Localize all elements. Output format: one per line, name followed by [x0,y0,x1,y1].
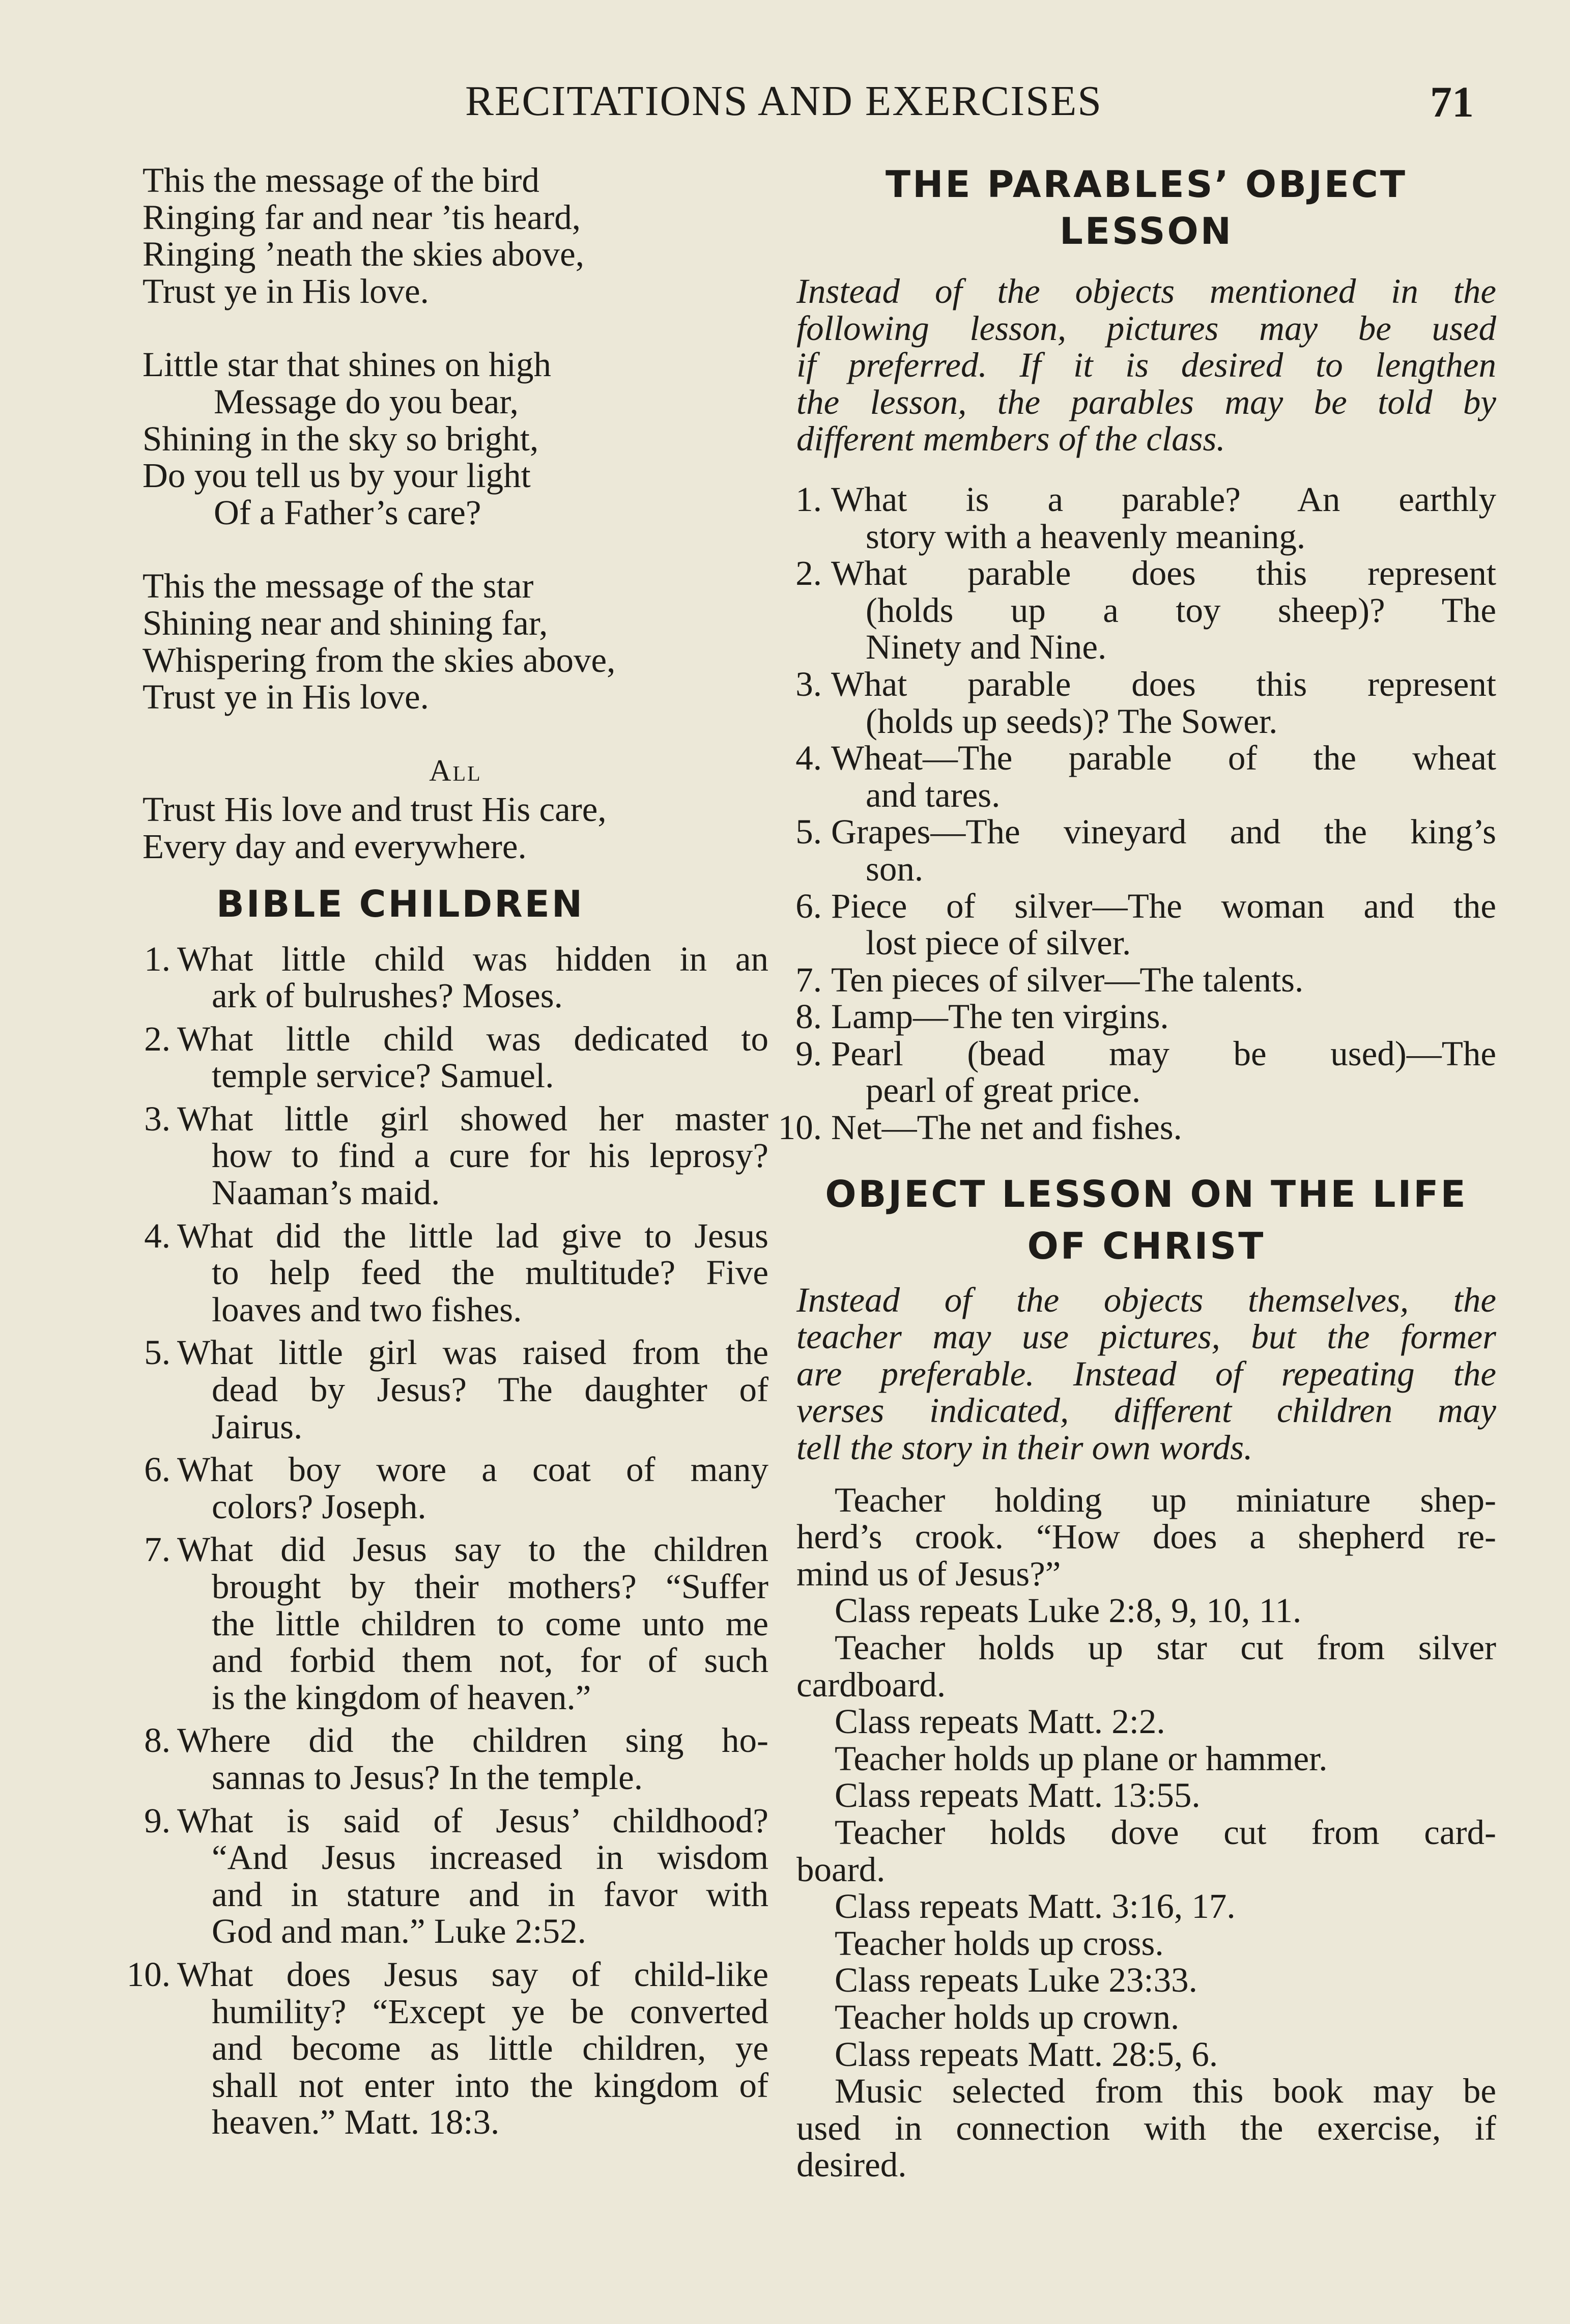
item-text [831,1035,1496,1109]
text-line: (holds up a toy sheep)? The [866,590,1496,630]
item-text [831,961,1496,999]
text-line: Teacher holds up cross. [835,1923,1164,1963]
exercise-paragraph [796,2036,1496,2073]
poem-line: Every day and everywhere. [142,827,527,866]
bible-question [142,941,768,1014]
item-text [831,666,1496,740]
text-line: brought by their mothers? “Suffer [212,1567,768,1606]
text-line: Class repeats Luke 23:33. [835,1961,1197,2000]
text-line: to help feed the multitude? Five [212,1253,768,1292]
text-line: Lamp—The ten virgins. [831,997,1169,1036]
bible-children-heading: BIBLE CHILDREN [216,882,585,925]
text-line: What did the little lad give to Jesus [177,1216,768,1255]
parables-heading-line-1: THE PARABLES’ OBJECT [886,163,1407,206]
item-text [831,740,1496,813]
exercise-paragraph [796,1777,1496,1814]
parable-item [796,555,1496,666]
running-title: RECITATIONS AND EXERCISES [465,77,1102,125]
text-line: how to find a cure for his leprosy? [212,1136,768,1175]
item-number: 8. [795,997,822,1036]
text-line: Grapes—The vineyard and the king’s [831,812,1496,852]
item-text [177,1334,768,1445]
item-number: 4. [795,739,822,778]
poem-line: Of a Father’s care? [214,493,481,532]
text-line: What parable does this represent [831,554,1496,593]
poem-line: Do you tell us by your light [142,456,531,495]
text-line: What little child was hidden in an [177,939,768,978]
parable-item [796,998,1496,1035]
poem-line: Ringing ’neath the skies above, [142,235,585,274]
note-line: if preferred. If it is desired to lengthen [796,346,1496,385]
text-line: dead by Jesus? The daughter of [212,1370,768,1409]
text-line: mind us of Jesus?” [796,1554,1061,1593]
parable-item [796,813,1496,887]
page-number: 71 [1430,77,1474,126]
item-number: 6. [144,1450,170,1489]
text-line: desired. [796,2145,907,2185]
text-line: the little children to come unto me [212,1604,768,1643]
item-number: 1. [144,939,170,978]
parable-item [796,961,1496,999]
item-text [831,888,1496,961]
text-line: cardboard. [796,1665,946,1704]
parable-item [778,1108,1496,1147]
text-line: and become as little children, ye [212,2029,768,2068]
text-line: God and man.” Luke 2:52. [212,1912,586,1951]
bible-question [142,1531,768,1716]
text-line: pearl of great price. [866,1071,1141,1110]
life-note [796,1282,1496,1466]
item-text [831,1109,1496,1146]
item-number: 7. [795,960,822,999]
parable-item [796,888,1496,961]
text-line: What little girl was raised from the [177,1333,768,1372]
parables-note [796,273,1496,458]
poem-line: Little star that shines on high [142,345,551,384]
text-line: shall not enter into the kingdom of [212,2065,768,2105]
text-line: Jairus. [212,1407,303,1446]
item-number: 2. [795,554,822,593]
left-column [126,161,768,2147]
poem-line: Ringing far and near ’tis heard, [142,197,581,237]
poem-line: Trust His love and trust His care, [142,790,607,829]
text-line: Class repeats Matt. 13:55. [835,1776,1201,1815]
poem-line: Trust ye in His love. [142,271,429,310]
exercise-paragraph [796,1925,1496,1962]
parables-list [778,479,1496,1147]
exercise-paragraph [796,1962,1496,1999]
text-line: story with a heavenly meaning. [866,517,1306,556]
item-text [177,1802,768,1950]
poem-stanza-2 [142,346,768,531]
note-line: verses indicated, different children may [796,1391,1496,1430]
item-number: 10. [126,1954,170,1994]
parable-item [796,481,1496,555]
text-line: heaven.” Matt. 18:3. [212,2103,500,2142]
exercise-paragraph [796,1740,1496,1777]
item-number: 2. [144,1019,170,1058]
text-line: Pearl (bead may be used)—The [831,1034,1496,1073]
bible-question [142,1334,768,1445]
text-line: Class repeats Matt. 28:5, 6. [835,2034,1218,2074]
life-heading-line-2: OF CHRIST [1027,1224,1266,1267]
text-line: is the kingdom of heaven.” [212,1678,591,1717]
life-heading-line-1: OBJECT LESSON ON THE LIFE [825,1172,1468,1215]
text-line: used in connection with the exercise, if [796,2108,1496,2147]
exercise-paragraph [796,1888,1496,1925]
text-line: (holds up seeds)? The Sower. [866,701,1278,741]
poem-line: Message do you bear, [214,382,519,421]
text-line: Net—The net and fishes. [831,1108,1182,1147]
item-text [831,555,1496,666]
text-line: Where did the children sing ho- [177,1721,768,1760]
item-number: 7. [144,1530,170,1569]
text-line: What little child was dedicated to [177,1019,768,1058]
item-number: 8. [144,1721,170,1760]
bible-question [142,1451,768,1525]
item-text [177,1451,768,1525]
poem-stanza-all [142,791,768,865]
text-line: and forbid them not, for of such [212,1641,768,1680]
text-line: Ten pieces of silver—The talents. [831,960,1304,999]
text-line: What boy wore a coat of many [177,1450,768,1489]
poem-line: This the message of the bird [142,161,539,200]
exercise-paragraph [796,1629,1496,1703]
poem-line: Shining near and shining far, [142,603,548,642]
note-line: following lesson, pictures may be used [796,308,1496,348]
text-line: What did Jesus say to the children [177,1530,768,1569]
parable-item [796,740,1496,813]
life-exercise [796,1482,1496,2184]
item-text [177,1217,768,1328]
text-line: Teacher holding up miniature shep- [835,1480,1496,1519]
bible-question [142,1217,768,1328]
item-text [177,1956,768,2141]
note-line: are preferable. Instead of repeating the [796,1354,1496,1393]
exercise-paragraph [796,2073,1496,2184]
poem-line: This the message of the star [142,566,534,606]
item-text [177,941,768,1014]
text-line: Wheat—The parable of the wheat [831,739,1496,778]
item-number: 3. [144,1099,170,1138]
all-label: All [429,753,482,787]
exercise-paragraph [796,1482,1496,1593]
note-line: teacher may use pictures, but the former [796,1317,1496,1356]
poem-stanza-1 [142,162,768,309]
poem-stanza-3 [142,568,768,715]
text-line: herd’s crook. “How does a shepherd re- [796,1517,1496,1556]
item-number: 5. [144,1333,170,1372]
text-line: Teacher holds up star cut from silver [835,1628,1496,1667]
text-line: board. [796,1850,886,1889]
note-line: Instead of the objects mentioned in the [796,272,1496,310]
note-line: tell the story in their own words. [796,1428,1253,1467]
bible-question [142,1021,768,1094]
text-line: Teacher holds up plane or hammer. [835,1739,1328,1778]
text-line: colors? Joseph. [212,1487,426,1526]
text-line: sannas to Jesus? In the temple. [212,1758,643,1797]
note-line: Instead of the objects themselves, the [796,1280,1496,1319]
text-line: What does Jesus say of child-like [177,1954,768,1994]
text-line: Ninety and Nine. [866,628,1107,667]
bible-children-list [126,939,768,2142]
right-column [778,162,1496,2185]
text-line: What little girl showed her master [177,1099,768,1138]
item-text [831,998,1496,1035]
text-line: son. [866,849,924,888]
text-line: ark of bulrushes? Moses. [212,976,563,1015]
text-line: Class repeats Matt. 3:16, 17. [835,1887,1236,1926]
text-line: What is a parable? An earthly [831,479,1496,519]
text-line: Class repeats Matt. 2:2. [835,1702,1165,1741]
item-text [831,813,1496,887]
item-number: 4. [144,1216,170,1255]
text-line: Piece of silver—The woman and the [831,886,1496,925]
text-line: and in stature and in favor with [212,1875,768,1914]
text-line: Teacher holds dove cut from card- [835,1812,1496,1852]
text-line: lost piece of silver. [866,923,1131,962]
note-line: the lesson, the parables may be told by [796,382,1496,421]
exercise-paragraph [796,1703,1496,1740]
item-number: 6. [795,886,822,925]
text-line: loaves and two fishes. [212,1290,522,1329]
text-line: humility? “Except ye be converted [212,1992,768,2031]
text-line: Class repeats Luke 2:8, 9, 10, 11. [835,1591,1302,1630]
bible-question [142,1100,768,1211]
item-text [177,1021,768,1094]
item-text [177,1722,768,1796]
item-text [177,1100,768,1211]
item-number: 1. [795,479,822,519]
text-line: “And Jesus increased in wisdom [212,1838,768,1877]
poem-line: Trust ye in His love. [142,677,429,717]
item-number: 10. [778,1108,822,1147]
exercise-paragraph [796,1592,1496,1629]
text-line: What is said of Jesus’ childhood? [177,1801,768,1840]
bible-question [126,1954,768,2142]
text-line: What parable does this represent [831,664,1496,703]
bible-question [142,1722,768,1796]
bible-question [142,1802,768,1950]
poem-line: Whispering from the skies above, [142,640,616,679]
parable-item [796,1035,1496,1109]
exercise-paragraph [796,1999,1496,2036]
text-line: temple service? Samuel. [212,1056,554,1095]
item-text [831,481,1496,555]
exercise-paragraph [796,1814,1496,1888]
item-text [177,1531,768,1716]
item-number: 3. [795,664,822,703]
text-line: Naaman’s maid. [212,1173,440,1212]
text-line: Teacher holds up crown. [835,1997,1180,2036]
text-line: and tares. [866,775,1001,814]
parables-heading-line-2: LESSON [1059,210,1233,252]
item-number: 9. [144,1801,170,1840]
poem-line: Shining in the sky so bright, [142,419,539,458]
note-line: different members of the class. [796,419,1225,459]
item-number: 9. [795,1034,822,1073]
parable-item [796,666,1496,740]
item-number: 5. [795,812,822,852]
text-line: Music selected from this book may be [835,2072,1496,2111]
